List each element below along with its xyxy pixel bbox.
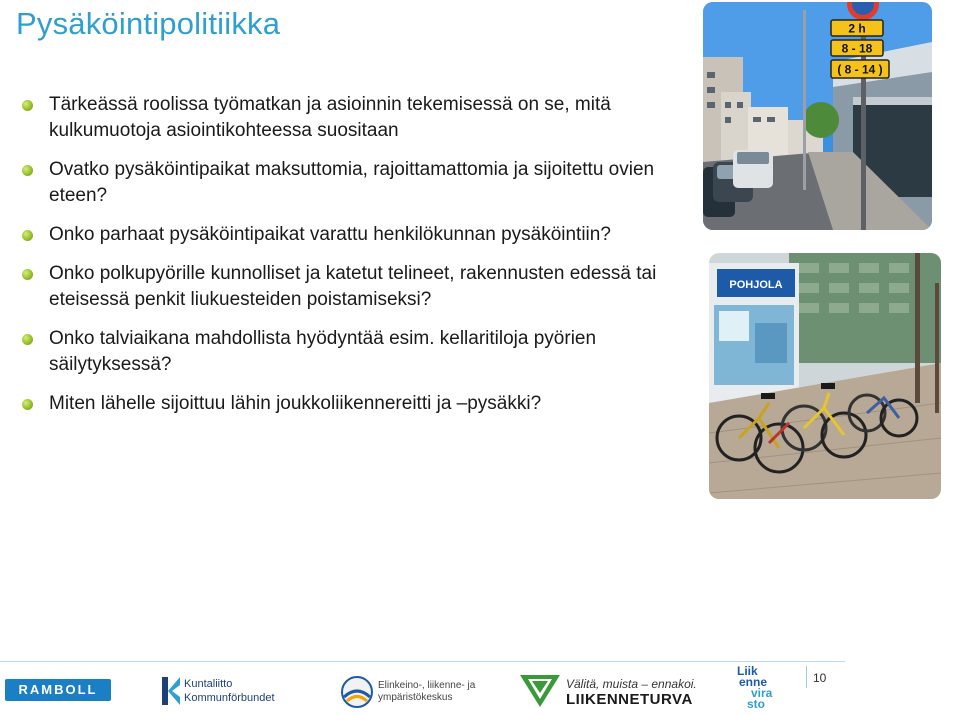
bullet-item [22, 92, 692, 144]
bullet-text: Ovatko pysäköintipaikat maksuttomia, rajoittamattomia ja sijoitettu ovien eteen? [49, 159, 655, 206]
bullet-item [22, 326, 692, 378]
sign-saturday-text: ( 8 - 14 ) [837, 62, 883, 77]
bullet-text: Onko parhaat pysäköintipaikat varattu henkilökunnan pysäköintiin? [49, 224, 611, 245]
ely-name-line1: Elinkeino-, liikenne- ja [378, 680, 476, 691]
bullet-list [22, 92, 692, 430]
liikenneturva-slogan: Välitä, muista – ennakoi. [566, 677, 697, 691]
pohjola-sign-text: POHJOLA [729, 279, 783, 291]
parking-street-photo [703, 2, 932, 230]
bullet-dot-icon [22, 399, 33, 410]
bullet-item [22, 391, 692, 417]
ramboll-logo: RAMBOLL [5, 679, 111, 701]
bullet-item [22, 157, 692, 209]
bullet-dot-icon [22, 334, 33, 345]
sign-2h-text: 2 h [848, 21, 866, 36]
liikenneturva-logo [518, 671, 703, 711]
footer-line [0, 661, 845, 662]
bullet-dot-icon [22, 100, 33, 111]
page-divider [806, 666, 807, 688]
kuntaliitto-name-sv: Kommunförbundet [184, 692, 275, 704]
ely-name-line2: ympäristökeskus [378, 692, 453, 703]
liikennevirasto-part1: Liik [737, 664, 758, 678]
liikenneturva-name: LIIKENNETURVA [566, 691, 693, 708]
bicycle-rack-photo [709, 253, 941, 499]
kuntaliitto-name-fi: Kuntaliitto [184, 678, 233, 690]
bullet-dot-icon [22, 165, 33, 176]
liikennevirasto-part4: sto [747, 697, 765, 711]
bullet-text: Tärkeässä roolissa työmatkan ja asioinnin tekemisessä on se, mitä kulkumuotoja asiointikohteessa suositaan [49, 94, 611, 141]
bullet-dot-icon [22, 269, 33, 280]
page-number: 10 [813, 671, 827, 685]
liikennevirasto-part3: vira [751, 686, 773, 700]
bullet-item [22, 222, 692, 248]
bullet-text: Onko polkupyörille kunnolliset ja katetut telineet, rakennusten edessä tai eteisessä penkit liukuesteiden poistamiseksi? [49, 263, 657, 310]
bullet-text: Onko talviaikana mahdollista hyödyntää esim. kellaritiloja pyörien säilytyksessä? [49, 328, 597, 375]
bullet-text: Miten lähelle sijoittuu lähin joukkoliikennereitti ja –pysäkki? [49, 393, 542, 414]
liikenneturva-check-icon [518, 671, 562, 709]
liikennevirasto-logo [737, 666, 781, 712]
sign-hours-text: 8 - 18 [841, 41, 873, 56]
bullet-item [22, 261, 692, 313]
kuntaliitto-k-icon [160, 675, 182, 707]
bullet-dot-icon [22, 230, 33, 241]
kuntaliitto-logo [160, 675, 300, 709]
liikennevirasto-part2: enne [739, 675, 768, 689]
slide-title: Pysäköintipolitiikka [16, 6, 281, 41]
ely-logo [340, 675, 490, 709]
ely-emblem-icon [340, 675, 374, 709]
